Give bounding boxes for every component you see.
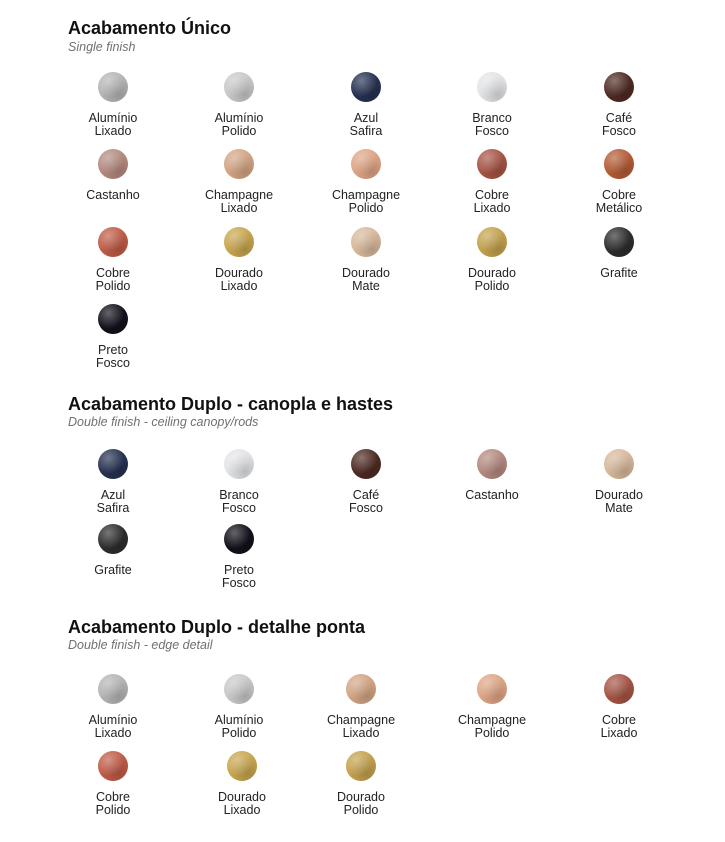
- swatch-label: Grafite: [600, 266, 638, 280]
- swatch-circle: [98, 227, 128, 257]
- swatch-circle: [477, 449, 507, 479]
- swatch-label: Alumínio Lixado: [88, 713, 138, 740]
- swatch-circle: [98, 149, 128, 179]
- swatch-circle: [224, 449, 254, 479]
- swatch-label: Dourado Mate: [342, 266, 390, 293]
- swatch-circle: [604, 449, 634, 479]
- swatch-grafite[interactable]: [559, 227, 679, 280]
- swatch-circle: [604, 227, 634, 257]
- swatch-label: Cobre Polido: [95, 266, 131, 293]
- swatch-circle: [224, 227, 254, 257]
- swatch-circle: [227, 751, 257, 781]
- swatch-label: Castanho: [86, 188, 140, 202]
- swatch-cafe-fosco[interactable]: [306, 449, 426, 514]
- swatch-label: Champagne Lixado: [204, 188, 274, 215]
- swatch-label: Champagne Polido: [331, 188, 401, 215]
- section-title: Acabamento Duplo - detalhe ponta: [68, 617, 366, 637]
- swatch-circle: [98, 751, 128, 781]
- swatch-cobre-polido[interactable]: [53, 751, 173, 816]
- section-subtitle: Double finish - ceiling canopy/rods: [68, 415, 259, 429]
- swatch-circle: [604, 72, 634, 102]
- swatch-preto-fosco[interactable]: [179, 524, 299, 589]
- swatch-circle: [351, 227, 381, 257]
- swatch-branco-fosco[interactable]: [432, 72, 552, 137]
- section-title: Acabamento Único: [68, 18, 232, 38]
- swatch-label: Cobre Lixado: [600, 713, 638, 740]
- swatch-cobre-polido[interactable]: [53, 227, 173, 292]
- swatch-dourado-mate[interactable]: [559, 449, 679, 514]
- swatch-circle: [351, 149, 381, 179]
- swatch-branco-fosco[interactable]: [179, 449, 299, 514]
- swatch-dourado-polido[interactable]: [432, 227, 552, 292]
- swatch-aluminio-polido[interactable]: [179, 674, 299, 739]
- swatch-label: Dourado Mate: [595, 488, 643, 515]
- swatch-label: Dourado Lixado: [215, 266, 263, 293]
- swatch-circle: [604, 674, 634, 704]
- swatch-cobre-lixado[interactable]: [559, 674, 679, 739]
- swatch-label: Azul Safira: [349, 111, 383, 138]
- swatch-circle: [477, 149, 507, 179]
- swatch-label: Branco Fosco: [472, 111, 512, 138]
- swatch-circle: [351, 72, 381, 102]
- section-title: Acabamento Duplo - canopla e hastes: [68, 394, 394, 414]
- swatch-circle: [224, 524, 254, 554]
- swatch-circle: [224, 674, 254, 704]
- swatch-circle: [98, 72, 128, 102]
- swatch-label: Dourado Lixado: [218, 790, 266, 817]
- swatch-label: Café Fosco: [348, 488, 384, 515]
- swatch-castanho[interactable]: [53, 149, 173, 202]
- swatch-champagne-polido[interactable]: [306, 149, 426, 214]
- swatch-circle: [98, 674, 128, 704]
- swatch-label: Alumínio Polido: [214, 713, 264, 740]
- swatch-aluminio-lixado[interactable]: [53, 72, 173, 137]
- swatch-castanho[interactable]: [432, 449, 552, 502]
- swatch-label: Preto Fosco: [221, 563, 257, 590]
- section-subtitle: Single finish: [68, 40, 136, 54]
- swatch-dourado-lixado[interactable]: [182, 751, 302, 816]
- swatch-circle: [477, 72, 507, 102]
- swatch-circle: [604, 149, 634, 179]
- swatch-label: Alumínio Lixado: [88, 111, 138, 138]
- swatch-circle: [477, 227, 507, 257]
- swatch-circle: [98, 524, 128, 554]
- swatch-label: Café Fosco: [601, 111, 637, 138]
- swatch-label: Azul Safira: [96, 488, 130, 515]
- swatch-label: Cobre Polido: [95, 790, 131, 817]
- swatch-label: Cobre Metálico: [595, 188, 643, 215]
- swatch-dourado-polido[interactable]: [301, 751, 421, 816]
- swatch-circle: [351, 449, 381, 479]
- swatch-label: Grafite: [94, 563, 132, 577]
- swatch-circle: [346, 751, 376, 781]
- swatch-label: Branco Fosco: [219, 488, 259, 515]
- swatch-champagne-polido[interactable]: [432, 674, 552, 739]
- swatch-circle: [346, 674, 376, 704]
- swatch-circle: [224, 72, 254, 102]
- swatch-circle: [224, 149, 254, 179]
- swatch-cafe-fosco[interactable]: [559, 72, 679, 137]
- swatch-label: Champagne Lixado: [326, 713, 396, 740]
- swatch-circle: [98, 449, 128, 479]
- swatch-preto-fosco[interactable]: [53, 304, 173, 369]
- swatch-azul-safira[interactable]: [53, 449, 173, 514]
- swatch-label: Dourado Polido: [337, 790, 385, 817]
- swatch-label: Champagne Polido: [457, 713, 527, 740]
- swatch-cobre-lixado[interactable]: [432, 149, 552, 214]
- swatch-label: Dourado Polido: [468, 266, 516, 293]
- swatch-grafite[interactable]: [53, 524, 173, 577]
- swatch-label: Alumínio Polido: [214, 111, 264, 138]
- swatch-azul-safira[interactable]: [306, 72, 426, 137]
- swatch-dourado-lixado[interactable]: [179, 227, 299, 292]
- swatch-circle: [98, 304, 128, 334]
- swatch-aluminio-polido[interactable]: [179, 72, 299, 137]
- swatch-label: Cobre Lixado: [473, 188, 511, 215]
- swatch-label: Preto Fosco: [95, 343, 131, 370]
- section-subtitle: Double finish - edge detail: [68, 638, 213, 652]
- swatch-champagne-lixado[interactable]: [301, 674, 421, 739]
- swatch-aluminio-lixado[interactable]: [53, 674, 173, 739]
- swatch-cobre-metalico[interactable]: [559, 149, 679, 214]
- swatch-dourado-mate[interactable]: [306, 227, 426, 292]
- swatch-champagne-lixado[interactable]: [179, 149, 299, 214]
- swatch-label: Castanho: [465, 488, 519, 502]
- swatch-circle: [477, 674, 507, 704]
